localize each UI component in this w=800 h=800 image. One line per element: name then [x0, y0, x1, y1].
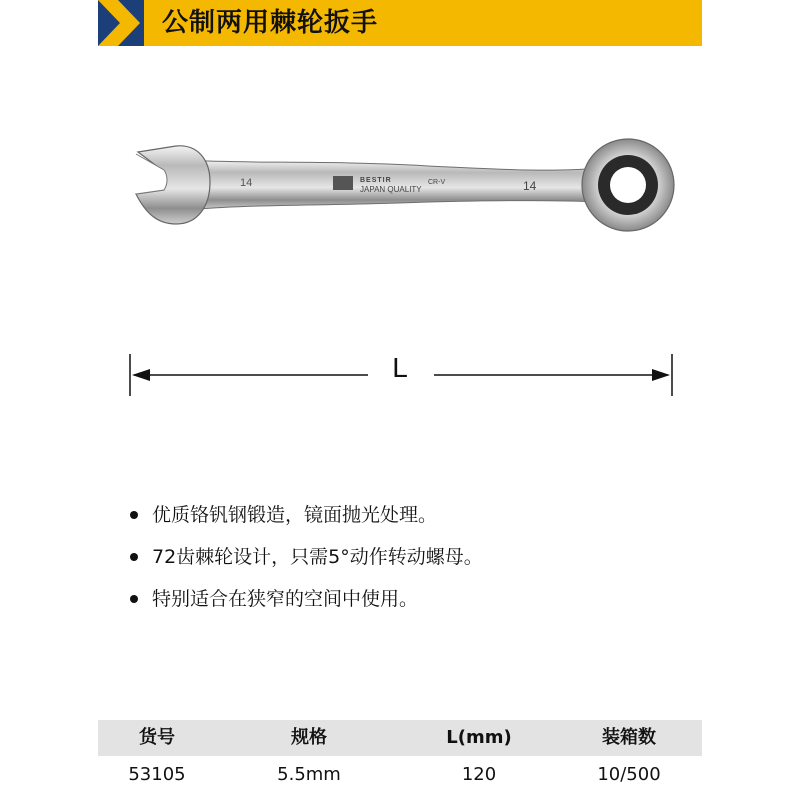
feature-item — [130, 542, 690, 584]
header-cell-length: L(mm) — [446, 727, 512, 748]
ratchet-wrench-illustration — [128, 130, 688, 240]
size-mark-left: 14 — [240, 177, 253, 189]
page-title: 公制两用棘轮扳手 — [162, 8, 379, 38]
bullet-icon — [130, 511, 138, 519]
size-mark-right: 14 — [523, 179, 537, 193]
header-cell-spec: 规格 — [291, 727, 327, 748]
table-row — [98, 756, 702, 794]
header-cell-item-no: 货号 — [139, 727, 175, 748]
spec-table — [98, 720, 702, 794]
chevron-right-icon — [98, 0, 144, 46]
header-banner — [98, 0, 702, 46]
quality-mark: JAPAN QUALITY — [360, 185, 422, 194]
brand-logo-icon — [333, 176, 353, 190]
cell-item-no: 53105 — [128, 764, 186, 785]
spec-table-header — [98, 720, 702, 756]
header-cell-pack-qty: 装箱数 — [602, 727, 656, 748]
material-mark: CR-V — [428, 179, 446, 186]
cell-pack-qty: 10/500 — [597, 764, 661, 785]
length-dimension-label: L — [392, 352, 408, 383]
bullet-icon — [130, 553, 138, 561]
feature-text: 优质铬钒钢锻造，镜面抛光处理。 — [152, 504, 438, 526]
feature-item — [130, 584, 690, 626]
feature-list — [130, 500, 690, 626]
feature-item — [130, 500, 690, 542]
feature-text: 特别适合在狭窄的空间中使用。 — [152, 588, 419, 610]
cell-length: 120 — [461, 764, 497, 785]
feature-text: 72齿棘轮设计，只需5°动作转动螺母。 — [152, 546, 483, 568]
cell-spec: 5.5mm — [277, 764, 341, 785]
bullet-icon — [130, 595, 138, 603]
brand-mark: BESTIR — [360, 177, 392, 184]
